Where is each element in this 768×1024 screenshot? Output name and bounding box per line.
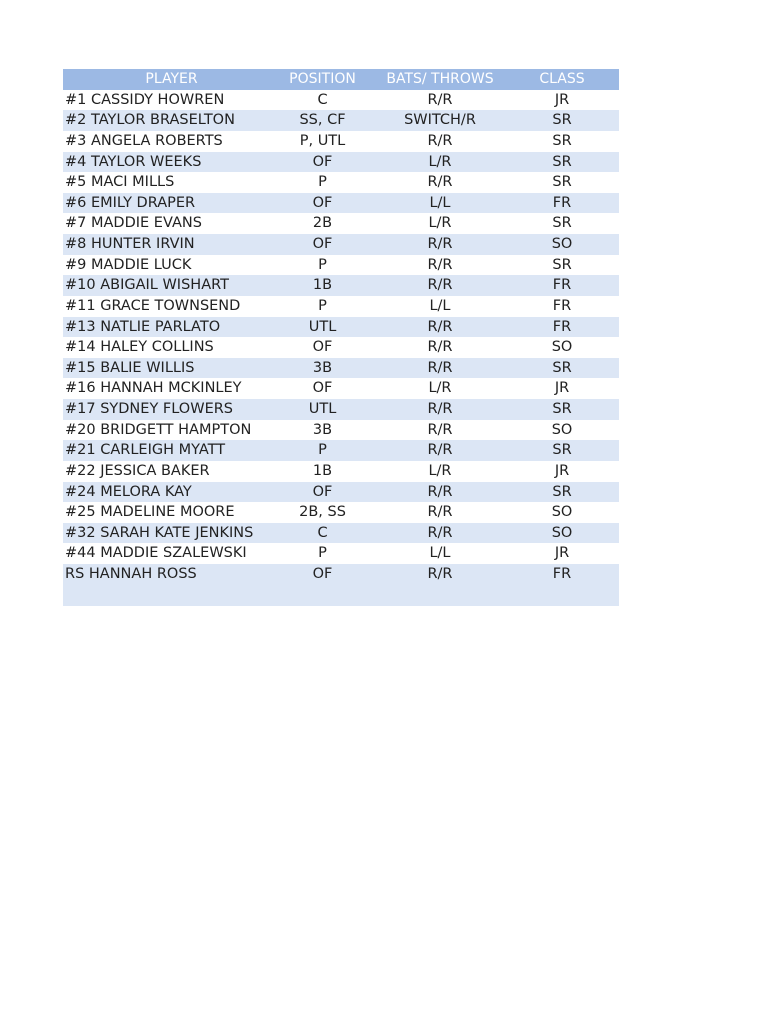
cell-position: UTL [308,401,337,417]
cell-player: #6 EMILY DRAPER [65,194,196,211]
cell-position: P [318,297,327,314]
cell-class: SR [552,215,572,232]
cell-class: SO [551,421,573,438]
cell-class: FR [552,566,572,582]
cell-bats-throws: L/R [428,215,452,232]
cell-position: OF [312,566,333,582]
cell-player: #44 MADDIE SZALEWSKI [65,545,247,562]
table-row [63,152,619,173]
table-row [63,110,619,131]
table-row [63,213,619,234]
table-row [63,172,619,193]
cell-player: #21 CARLEIGH MYATT [65,442,226,459]
cell-bats-throws: R/R [427,524,453,541]
cell-player: #15 BALIE WILLIS [65,359,195,376]
cell-player: #20 BRIDGETT HAMPTON [65,421,252,438]
cell-class: SR [552,442,572,459]
cell-player: #4 TAYLOR WEEKS [65,153,202,170]
cell-class: SR [552,132,572,149]
cell-bats-throws: R/R [427,339,453,356]
cell-bats-throws: R/R [427,401,453,417]
cell-class: SR [552,359,572,376]
cell-class: SO [551,504,573,521]
cell-position: OF [312,153,333,170]
cell-position: P [318,174,327,191]
table-row [63,440,619,461]
table-row [63,523,619,544]
table-row [63,131,619,152]
cell-player: #9 MADDIE LUCK [65,256,192,273]
cell-player: #32 SARAH KATE JENKINS [65,524,254,541]
cell-class: SO [551,236,573,252]
cell-player: #2 TAYLOR BRASELTON [65,112,235,129]
cell-bats-throws: R/R [427,236,453,252]
cell-position: 3B [312,421,333,438]
cell-class: JR [554,91,570,108]
cell-player: RS HANNAH ROSS [65,566,197,582]
cell-position: OF [312,236,333,252]
cell-class: JR [554,462,570,479]
cell-class: FR [552,194,572,211]
cell-class: SR [552,256,572,273]
cell-position: UTL [308,318,337,335]
table-row [63,482,619,503]
header-bats-throws: BATS/ THROWS [386,71,494,87]
cell-position: P, UTL [299,132,346,149]
cell-position: SS, CF [299,112,346,129]
cell-player: #3 ANGELA ROBERTS [65,132,223,149]
table-row [63,317,619,338]
cell-class: SR [552,483,572,500]
header-player: PLAYER [145,71,198,87]
cell-position: 1B [312,462,333,479]
cell-player: #25 MADELINE MOORE [65,504,235,521]
table-row [63,255,619,276]
cell-bats-throws: R/R [427,421,453,438]
cell-position: 2B [312,215,333,232]
table-row [63,193,619,214]
cell-position: OF [312,483,333,500]
cell-class: SR [552,153,572,170]
cell-player: #16 HANNAH MCKINLEY [65,380,242,397]
cell-class: FR [552,297,572,314]
cell-position: 3B [312,359,333,376]
cell-player: #8 HUNTER IRVIN [65,236,195,252]
cell-bats-throws: R/R [427,277,453,294]
cell-bats-throws: L/R [428,380,452,397]
cell-bats-throws: L/L [429,545,451,562]
cell-class: FR [552,277,572,294]
cell-player: #24 MELORA KAY [65,483,192,500]
table-row [63,399,619,420]
cell-position: C [317,524,328,541]
table-row [63,296,619,317]
cell-class: FR [552,318,572,335]
table-row [63,420,619,441]
cell-position: P [318,545,327,562]
cell-bats-throws: R/R [427,318,453,335]
table-row [63,234,619,255]
cell-position: OF [312,339,333,356]
cell-class: SO [551,524,573,541]
table-row [63,378,619,399]
cell-player: #11 GRACE TOWNSEND [65,297,241,314]
cell-class: SR [552,112,572,129]
header-position: POSITION [289,71,356,87]
cell-class: SR [552,401,572,417]
cell-bats-throws: L/R [428,153,452,170]
cell-player: #10 ABIGAIL WISHART [65,277,229,294]
table-row-filler [63,585,619,606]
cell-position: 2B, SS [299,504,346,521]
cell-position: OF [312,380,333,397]
cell-bats-throws: L/L [429,194,451,211]
cell-class: JR [554,380,570,397]
table-row [63,337,619,358]
table-row [63,358,619,379]
header-class: CLASS [539,71,585,87]
table-row [63,461,619,482]
cell-position: OF [312,194,333,211]
table-row [63,90,619,111]
cell-bats-throws: R/R [427,566,453,582]
table-row [63,564,619,585]
cell-bats-throws: R/R [427,256,453,273]
cell-position: C [317,91,328,108]
cell-bats-throws: R/R [427,442,453,459]
cell-player: #1 CASSIDY HOWREN [65,91,225,108]
cell-player: #22 JESSICA BAKER [65,462,210,479]
cell-bats-throws: SWITCH/R [404,112,476,129]
cell-player: #14 HALEY COLLINS [65,339,214,356]
table-body [63,90,619,606]
cell-bats-throws: R/R [427,132,453,149]
table-header [63,69,619,90]
cell-position: P [318,256,327,273]
cell-player: #5 MACI MILLS [65,174,175,191]
cell-bats-throws: R/R [427,483,453,500]
cell-bats-throws: R/R [427,504,453,521]
cell-bats-throws: R/R [427,91,453,108]
cell-bats-throws: R/R [427,359,453,376]
table-row [63,502,619,523]
cell-bats-throws: R/R [427,174,453,191]
cell-player: #13 NATLIE PARLATO [65,318,221,335]
cell-class: JR [554,545,570,562]
cell-position: P [318,442,327,459]
cell-class: SR [552,174,572,191]
roster-table [63,69,619,606]
table-row [63,275,619,296]
cell-class: SO [551,339,573,356]
cell-player: #7 MADDIE EVANS [65,215,202,232]
cell-player: #17 SYDNEY FLOWERS [65,401,234,417]
cell-bats-throws: L/R [428,462,452,479]
cell-bats-throws: L/L [429,297,451,314]
cell-position: 1B [312,277,333,294]
table-row [63,543,619,564]
